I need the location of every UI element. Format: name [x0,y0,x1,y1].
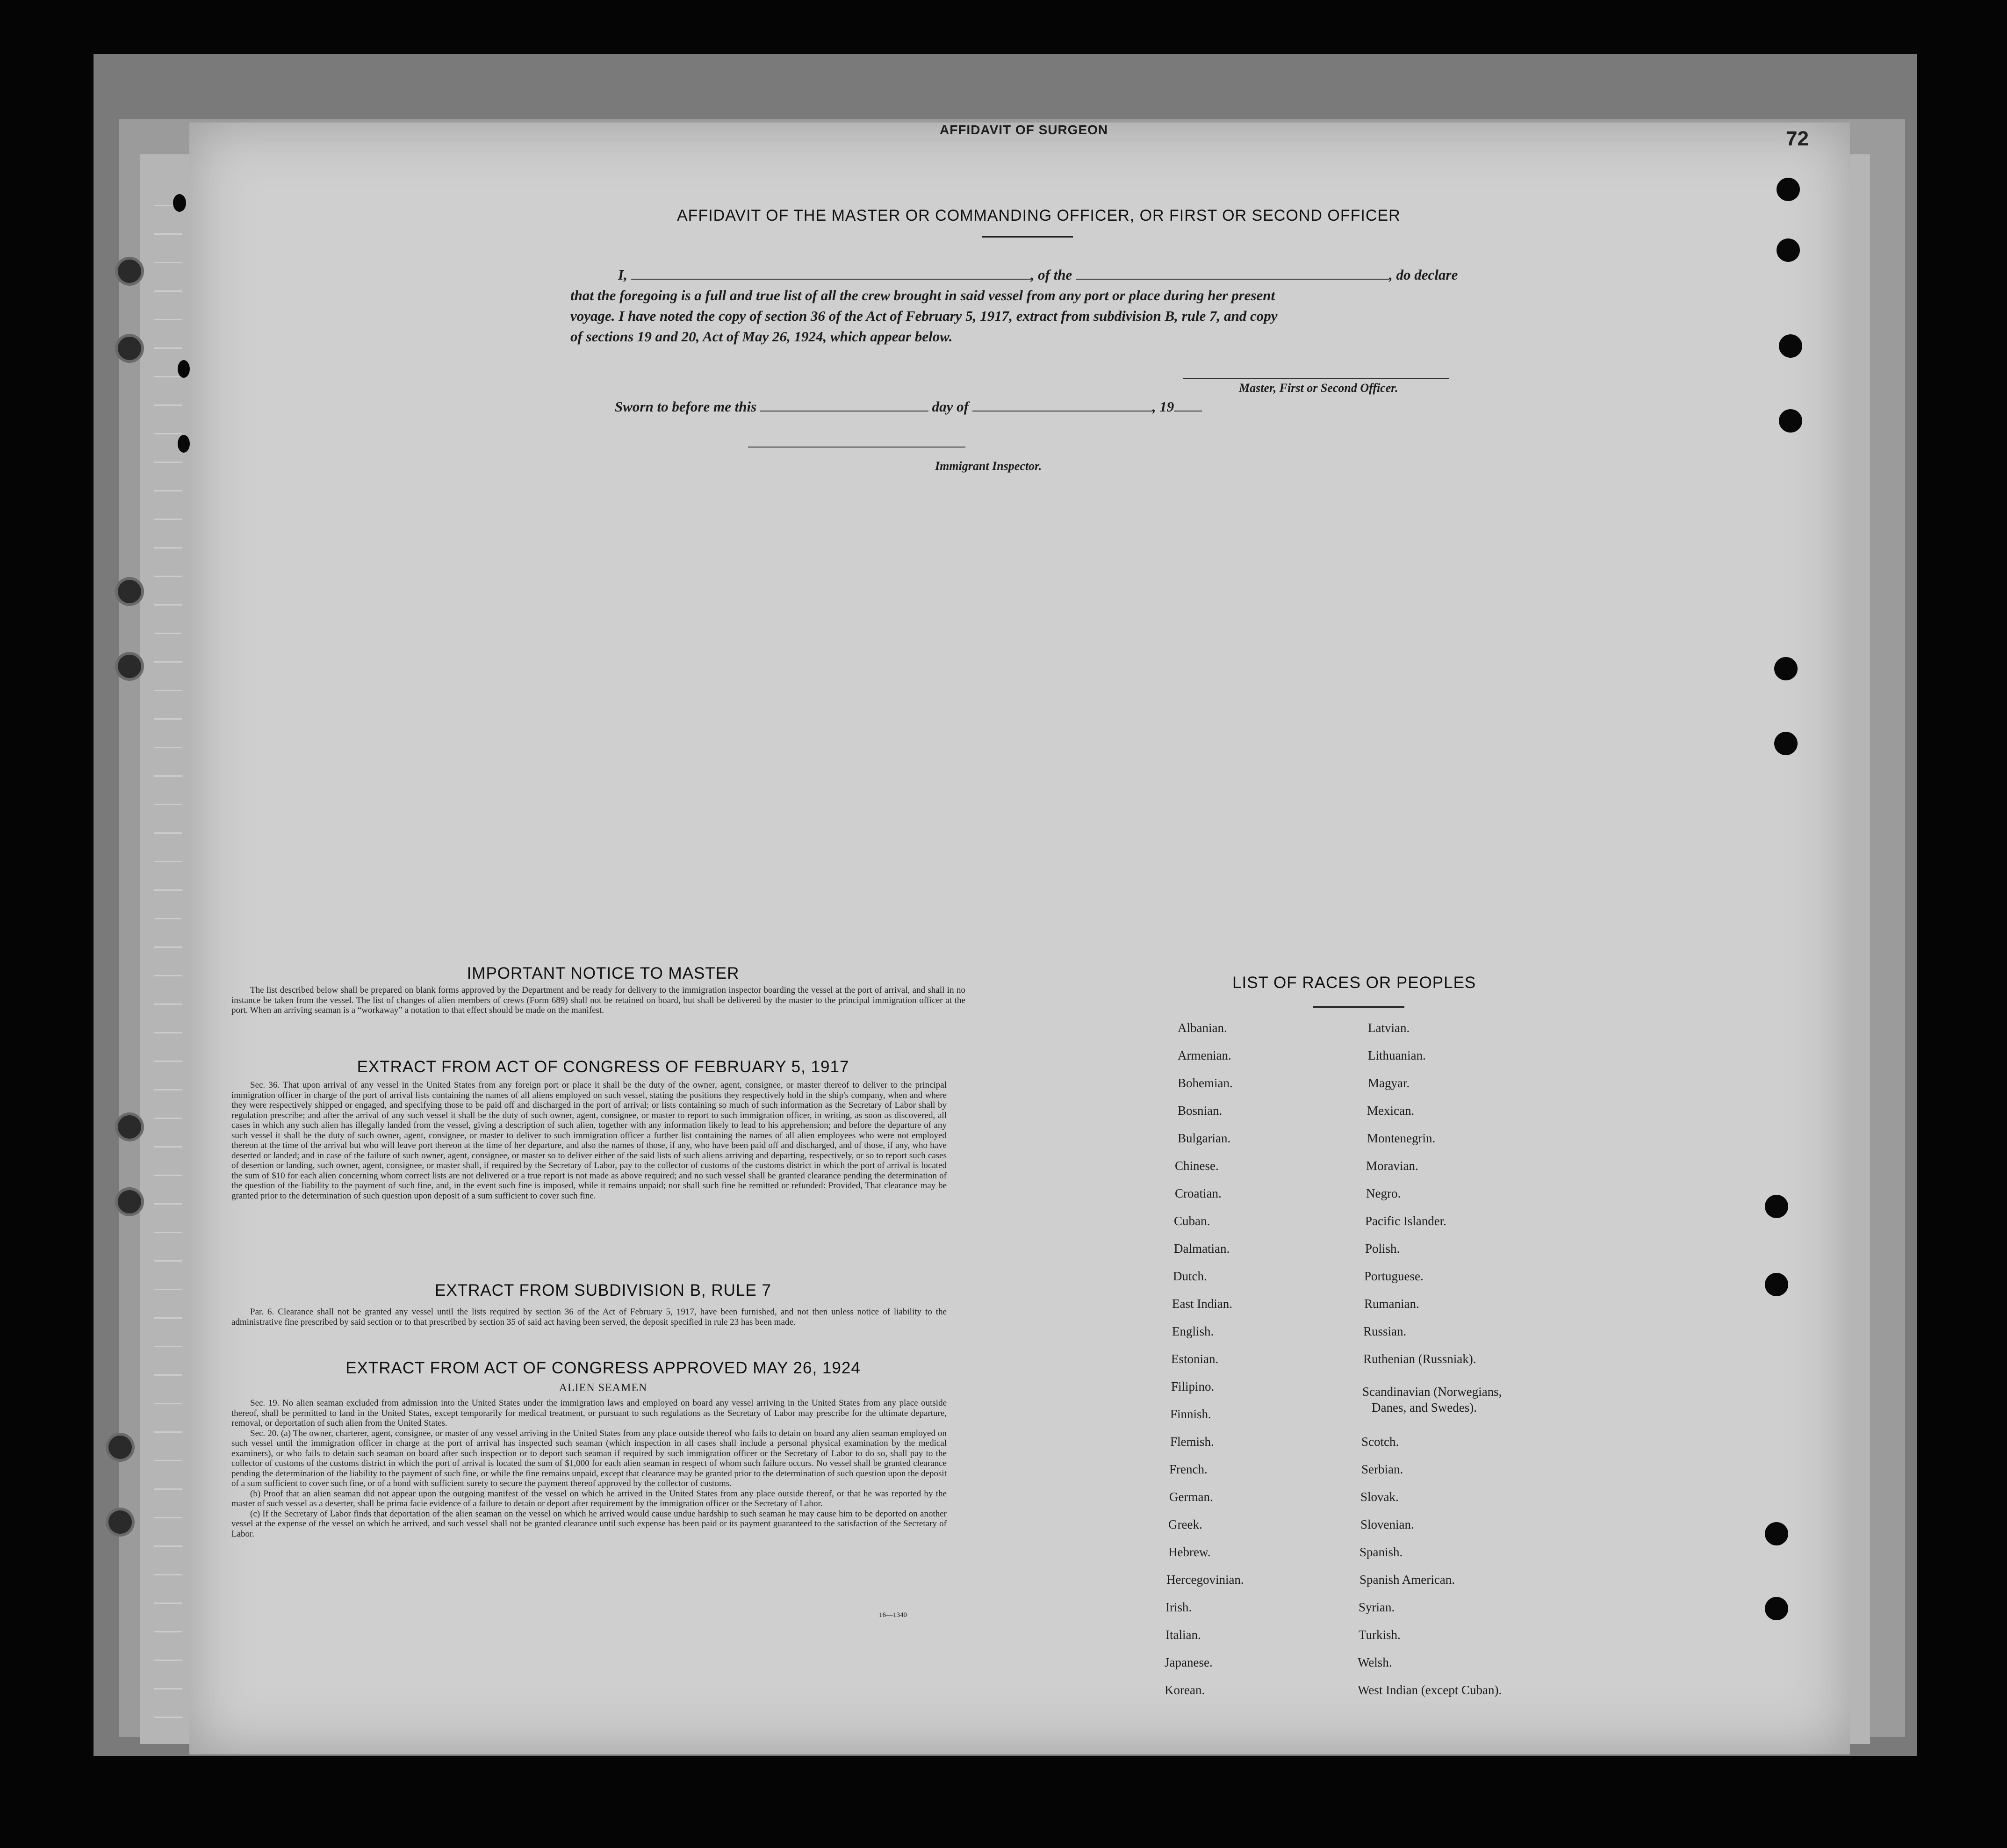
do-declare-label: , do declare [1389,267,1458,283]
punch-hole [118,655,141,678]
inspector-signature-line [748,447,965,448]
race-item: Japanese. [1165,1655,1213,1669]
race-item: Negro. [1366,1186,1401,1200]
punch-hole [173,194,186,212]
race-item: Latvian. [1368,1021,1410,1035]
name-blank [631,265,1031,280]
inspector-label: Immigrant Inspector. [935,459,1042,473]
declaration-line-1 [570,265,1505,285]
punch-hole [1765,1597,1788,1620]
race-item: Hercegovinian. [1166,1573,1244,1587]
race-item: Pacific Islander. [1365,1214,1446,1228]
race-item: Serbian. [1361,1462,1403,1476]
race-item: Bohemian. [1178,1076,1233,1090]
title-rule [982,236,1073,238]
race-item: Montenegrin. [1367,1131,1436,1145]
race-item: Armenian. [1178,1048,1231,1062]
declaration-line-2: that the foregoing is a full and true list of all the crew brought in said vessel from any port or place during her present [570,287,1275,303]
extract-1924-subtitle: ALIEN SEAMEN [559,1382,647,1394]
punch-hole [1765,1273,1788,1296]
race-item: Greek. [1168,1517,1202,1531]
year-blank [1174,397,1202,411]
race-item: German. [1169,1490,1213,1504]
race-item: Ruthenian (Russniak). [1363,1352,1476,1366]
notice-paragraph: The list described below shall be prepared on blank forms approved by the Department and be ready for delivery to the immigration inspector boarding the vessel at the port of arrival, and shall in no instance be taken from the vessel. The list of changes of alien members of crews (Form 689) shall not be retained on board, but shall be delivered by the master to the principal immigration officer at the port. When an arriving seaman is a “workaway” a notation to that effect should be made on the manifest. [231,985,965,1015]
punch-hole [1779,334,1802,358]
race-item: Slovak. [1360,1490,1399,1504]
extract-rule7-paragraph: Par. 6. Clearance shall not be granted any vessel until the lists required by section 36 of the Act of February 5, 1917, have been furnished, and not then unless notice of liability to the administrative fine prescribed by said section or to that prescribed by section 35 of said act having been served, the deposit specified in rule 23 has been made. [231,1307,947,1327]
extract-1917-paragraph: Sec. 36. That upon arrival of any vessel in the United States from any foreign port or place it shall be the duty of the owner, agent, consignee, or master thereof to deliver to the principal immigration officer in charge of the port of arrival lists containing the names of all aliens employed on such vessel, stating the positions they respectively hold in the ship's company, when and where they were respectively shipped or engaged, and specifying those to be paid off and discharged in the port of arrival; or lists containing so much of such information as the Secretary of Labor shall by regulation prescribe; and after the arrival of any such vessel it shall be the duty of such owner, agent, consignee, or master to report to such immigration officer, in writing, as soon as discovered, all cases in which any such alien has illegally landed from the vessel, giving a description of such alien, together with any information likely to lead to his apprehension; and before the departure of any such vessel it shall be the duty of such owner, agent, consignee, or master to deliver to such immigration officer a further list containing the names of all alien employees who were not employed thereon at the time of the arrival but who will leave port thereon at the time of her departure, and also the names of those, if any, who have been paid off and discharged, and of those, if any, who have deserted or landed; and in case of the failure of such owner, agent, consignee, or master so to deliver either of the said lists of such aliens arriving and departing, respectively, or so to report such cases of desertion or landing, such owner, agent, consignee, or master shall, if required by the Secretary of Labor, pay to the collector of customs of the customs district in which the port of arrival is located the sum of $10 for each alien concerning whom correct lists are not delivered or a true report is not made as above required; and no such vessel shall be granted clearance pending the determination of the question of the liability to the payment of such fine, and, in the event such fine is imposed, while it remains unpaid; nor shall such fine be remitted or refunded: Provided, That clearance may be granted prior to the determination of such question upon deposit of a sum sufficient to cover such fine. [231,1080,947,1201]
master-signature-line [1183,378,1449,379]
i-label: I, [618,267,627,283]
race-item: Bosnian. [1178,1104,1223,1118]
form-number: 16—1340 [879,1611,907,1619]
sworn-label: Sworn to before me this [615,398,757,415]
race-item: Albanian. [1178,1021,1227,1035]
master-label: Master, First or Second Officer. [1239,381,1398,395]
race-item: East Indian. [1172,1297,1232,1311]
race-item: Spanish. [1360,1545,1403,1559]
of-the-label: , of the [1030,267,1072,283]
punch-hole [1777,178,1800,201]
race-item: Danes, and Swedes). [1372,1400,1477,1415]
race-item: Flemish. [1170,1435,1214,1449]
race-item: Turkish. [1359,1628,1401,1642]
race-item: Cuban. [1174,1214,1210,1228]
extract-1924-title: EXTRACT FROM ACT OF CONGRESS APPROVED MAY 26, 1924 [345,1359,861,1377]
section-20a-paragraph: Sec. 20. (a) The owner, charterer, agent, consignee, or master of any vessel arriving in the United States from any place outside thereof who fails to detain on board any alien seaman employed on such vessel until the immigration officer in charge at the port of arrival has inspected such seaman (which inspection in all cases shall include a personal physical examination by the medical examiners), or who fails to detain such seaman on board after such inspection or to deport such seaman if required by such immigration officer or the Secretary of Labor to do so, shall pay to the collector of customs of the customs district in which the port of arrival is located the sum of $1,000 for each alien seaman in respect of whom such failure occurs. No vessel shall be granted clearance pending the determination of the liability to the payment of such fine, or while the fine remains unpaid, except that clearance may be granted prior to the determination of such question upon the deposit of a sum sufficient to cover such fine, or of a bond with sufficient surety to secure the payment thereof approved by the collector of customs. [231,1428,947,1488]
race-item: Dutch. [1173,1269,1207,1283]
notice-title: IMPORTANT NOTICE TO MASTER [467,964,740,982]
punch-hole [1777,238,1800,262]
race-item: Bulgarian. [1178,1131,1231,1145]
year-label: , 19 [1152,398,1174,415]
races-title: LIST OF RACES OR PEOPLES [1232,974,1476,992]
race-item: Magyar. [1368,1076,1410,1090]
punch-hole [108,1510,132,1534]
extract-rule7-title: EXTRACT FROM SUBDIVISION B, RULE 7 [435,1281,771,1299]
race-item: Slovenian. [1360,1517,1414,1531]
race-item: Russian. [1363,1324,1407,1338]
month-blank [972,397,1152,411]
race-item: Estonian. [1171,1352,1219,1366]
declaration-block [570,265,1505,347]
race-item: Filipino. [1171,1379,1215,1393]
declaration-line-4: of sections 19 and 20, Act of May 26, 1924, which appear below. [570,328,953,345]
declaration-line-3: voyage. I have noted the copy of section 36 of the Act of February 5, 1917, extract from subdivision B, rule 7, and copy [570,308,1278,324]
ruled-margin [154,178,182,1721]
punch-hole [1774,657,1798,680]
sworn-line [615,397,1202,417]
top-label: AFFIDAVIT OF SURGEON [940,123,1108,137]
punch-hole [178,360,190,378]
day-of-label: day of [932,398,969,415]
day-blank [760,397,928,411]
race-item: Rumanian. [1364,1297,1419,1311]
punch-hole [1765,1522,1788,1545]
race-item: West Indian (except Cuban). [1358,1683,1502,1697]
extract-1917-title: EXTRACT FROM ACT OF CONGRESS OF FEBRUARY 5, 1917 [357,1058,849,1076]
punch-hole [108,1436,132,1459]
vessel-blank [1076,265,1389,280]
punch-hole [118,1115,141,1139]
race-item: Dalmatian. [1174,1242,1230,1256]
section-19-paragraph: Sec. 19. No alien seaman excluded from admission into the United States under the immigration laws and employed on board any vessel arriving in the United States from any place outside thereof, shall be permitted to land in the United States, except temporarily for medical treatment, or pursuant to such regulations as the Secretary of Labor may prescribe for the ultimate departure, removal, or deportation of such alien from the United States. [231,1398,947,1428]
race-item: Chinese. [1175,1159,1219,1173]
race-item: Hebrew. [1168,1545,1211,1559]
race-item: Mexican. [1367,1104,1415,1118]
affidavit-title: AFFIDAVIT OF THE MASTER OR COMMANDING OFFICER, OR FIRST OR SECOND OFFICER [677,207,1401,224]
race-item: Croatian. [1175,1186,1222,1200]
punch-hole [118,580,141,603]
race-item: Welsh. [1358,1655,1392,1669]
punch-hole [178,435,190,453]
notice-text [231,985,965,1016]
race-item: English. [1172,1324,1214,1338]
extract-1924-text [231,1398,947,1539]
race-item: Scandinavian (Norwegians, [1362,1385,1502,1399]
punch-hole [1774,732,1798,755]
race-item: Scotch. [1361,1435,1399,1449]
extract-1917-text [231,1080,947,1201]
race-item: Korean. [1165,1683,1205,1697]
punch-hole [118,1190,141,1213]
extract-rule7-text [231,1307,947,1327]
race-item: Polish. [1365,1242,1400,1256]
punch-hole [1779,409,1802,433]
race-item: Spanish American. [1360,1573,1455,1587]
section-20c-paragraph: (c) If the Secretary of Labor finds that deportation of the alien seaman on the vessel on which he arrived would cause undue hardship to such seaman he may cause him to be deported on another vessel at the expense of the vessel on which he arrived, and such vessel shall not be granted clearance until such expense has been paid or its payment guaranteed to the satisfaction of the Secretary of Labor. [231,1509,947,1539]
race-item: Moravian. [1366,1159,1418,1173]
race-item: French. [1169,1462,1208,1476]
race-item: Lithuanian. [1368,1048,1426,1062]
punch-hole [118,260,141,283]
race-item: Irish. [1165,1600,1192,1614]
page-number: 72 [1786,127,1809,150]
race-item: Finnish. [1170,1407,1211,1421]
race-item: Syrian. [1359,1600,1395,1614]
punch-hole [118,337,141,360]
section-20b-paragraph: (b) Proof that an alien seaman did not appear upon the outgoing manifest of the vessel on which he arrived in the United States from any place outside thereof, or that he was reported by the master of such vessel as a deserter, shall be prima facie evidence of a failure to detain or deport after requirement by the immigration officer or the Secretary of Labor. [231,1488,947,1509]
race-item: Portuguese. [1364,1269,1424,1283]
races-title-rule [1313,1006,1404,1008]
punch-hole [1765,1195,1788,1218]
race-item: Italian. [1165,1628,1201,1642]
